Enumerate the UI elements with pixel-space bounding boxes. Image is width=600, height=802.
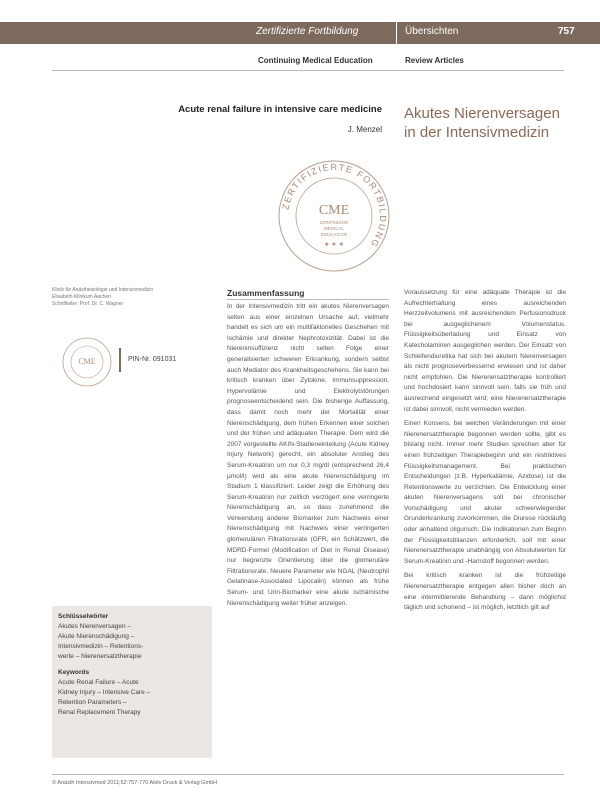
header-rule <box>52 70 564 71</box>
keywords-english-heading: Keywords <box>58 669 90 676</box>
keyword-line: Intensivmedizin – Retentions- <box>58 643 144 650</box>
review-label: Übersichten <box>405 26 459 37</box>
small-seal-center: CME <box>78 357 96 366</box>
seal-sub3: EDUCATION <box>320 232 348 237</box>
keyword-line: Retention Parameters – <box>58 699 127 706</box>
keywords-german-heading: Schlüsselwörter <box>58 613 109 620</box>
keyword-line: Kidney Injury – Intensive Care – <box>58 689 151 696</box>
keywords-english <box>58 668 208 718</box>
affiliation-block <box>52 287 202 308</box>
affiliation-line1: Klinik für Anästhesiologie und Intensivmedizin <box>52 287 154 293</box>
summary-paragraph: Einen Konsens, bei welchen Veränderungen mit einer Nierenersatztherapie begonnen werden sollte, gibt es bislang nicht. Immer mehr Studien sprechen aber für einen frühzeitigen Therapiebeginn und ein restriktives Flüssigkeitsmanagement. Bei praktischen Entscheidungen (z.B. Hyperkaliämie, Azidose) ist die Retentionswerte zu verzichten. Die Entwicklung einer akuten Nierenversagens soll bei chronischer Vorschädigung und akuter schwerwiegender Grunderkrankung zuvorkommen, die Diurese rückläufig oder anhaltend oligurisch. Die Indikationen zum Beginn der Flüssigkeitsbilanzen erforderlich, soll mit einer Nierenersatztherapie unabhängig von Absolutwerten für Serum-Kreatinin und -Harnstoff begonnen werden. <box>404 420 566 565</box>
page-number: 757 <box>558 26 575 37</box>
keywords-box <box>52 606 212 758</box>
footer-text: © Anästh Intensivmed 2011;52:757-770 Aktiv Druck & Verlag GmbH <box>52 780 218 786</box>
header-bar <box>0 22 600 44</box>
seal-stars: ★ ★ ★ <box>324 241 344 248</box>
keywords-german <box>58 612 208 662</box>
seal-ring-text: ZERTIFIZIERTE FORTBILDUNG <box>280 161 389 250</box>
pin-number: PIN-Nr. 091031 <box>128 356 177 363</box>
summary-right-column <box>404 288 566 618</box>
keyword-line: Akutes Nierenversagen – <box>58 623 131 630</box>
keyword-line: Acute Renal Failure – Acute <box>58 679 139 686</box>
keyword-line: Renal Replacement Therapy <box>58 709 141 716</box>
affiliation-line3: Schriftleiter: Prof. Dr. C. Wagner <box>52 301 124 307</box>
section-label: Zertifizierte Fortbildung <box>256 26 359 37</box>
cme-small-seal-icon <box>61 336 113 388</box>
subheader-left: Continuing Medical Education <box>258 56 373 65</box>
summary-paragraph: Bei kritisch kranken ist die frühzeitige Nierenersatztherapie entgegen allen bisher doch an eine intermittierende Behandlung – dann möglichst täglich und schonend – ist möglich, letztlich gilt auf <box>404 572 566 612</box>
summary-rule <box>227 299 389 300</box>
summary-heading: Zusammenfassung <box>227 288 305 298</box>
title-german-line1: Akutes Nierenversagen <box>404 105 560 122</box>
header-divider <box>396 22 397 44</box>
footer-rule <box>52 774 564 775</box>
summary-middle-column <box>227 302 389 613</box>
seal-sub1: CONTINUING <box>319 220 349 225</box>
affiliation-line2: Elisabeth Klinikum Aachen <box>52 294 111 300</box>
pin-accent-bar <box>119 348 121 372</box>
summary-paragraph: Voraussetzung für eine adäquate Therapie ist die Aufrechterhaltung eines ausreichenden Herzzeitvolumens mit ausreichendem Perfusionsdruck bei ausgeglichenem Volumenstatus. Flüssigkeitsüberladung und Einsatz von Katecholaminen ausgeglichen werden. Der Einsatz von Schleifendiuretika hat sich bei akutem Nierenversagen als nicht prognoseverbessernd erwiesen und ist daher nicht empfohlen. Die Nierenersatztherapie kontrolliert und hochdosiert kann sinnvoll sein, falls sie früh und ausreichend eingesetzt wird; eine Nierenersatztherapie ist dabei sinnvoll, nicht vermieden werden. <box>404 289 566 413</box>
title-german-line2: in der Intensivmedizin <box>404 124 550 141</box>
title-german <box>404 104 594 142</box>
keyword-line: Akute Nierenschädigung – <box>58 633 135 640</box>
summary-paragraph: In der Intensivmedizin tritt ein akutes Nierenversagen selten aus einer einzelnen Ursache auf, vielmehr handelt es sich um ein multifaktorielles Geschehen mit Ischämie und direkter Nephrotoxizität. Dabei ist die Niereninsuffizienz nicht selten Folge einer generalisierten schweren Erkrankung, sondern selbst auch Mediator des Krankheitsgeschehens. Sie kann bei kritisch kranken über Zytokine, Immunsuppression, Hypervolämie und Elektrolytstörungen prognoseentscheidend sein. Die bisherige Auffassung, dass damit noch mehr der Mortalität einer Nierenschädigung, dem frühen Erkennen einer solchen und der frühen und adäquaten Therapie. Dem wird die 2007 vorgestellte AKIN-Stadieneinteilung (Acute Kidney Injury Network) gerecht, ein absoluter Anstieg des Serum-Kreatinin um nur 0,3 mg/dl (entsprechend 26,4 µmol/l) wird als eine akute Nierenschädigung im Stadium 1 klassifiziert. Leider zeigt die Erhöhung des Serum-Kreatinin nur zeitlich verzögert eine verringerte Nierenschädigung an, so dass zunehmend die Verwendung anderer Biomarker zum Nachweis einer Nierenschädigung mit Nachweis einer verringerten glomerulären Filtrationsrate (GFR, ein Schätzwert, die MDRD-Formel (Modification of Diet in Renal Disease) nur begrenzte Orientierung über die glomeruläre Filtrationsrate. Neuere Parameter wie NGAL (Neutrophil Gelatinase-Associated Lipocalin) können als frühe Serum- und Urin-Biomarker eine akute ischämische Nierenschädigung weiter früher anzeigen. <box>227 303 389 607</box>
seal-center: CME <box>318 203 350 218</box>
title-english: Acute renal failure in intensive care medicine <box>178 104 382 115</box>
subheader-right: Review Articles <box>405 56 464 65</box>
author: J. Menzel <box>347 125 382 134</box>
cme-seal-icon <box>276 158 392 274</box>
keyword-line: werte – Nierenersatztherapie <box>58 653 142 660</box>
seal-sub2: MEDICAL <box>323 226 345 231</box>
